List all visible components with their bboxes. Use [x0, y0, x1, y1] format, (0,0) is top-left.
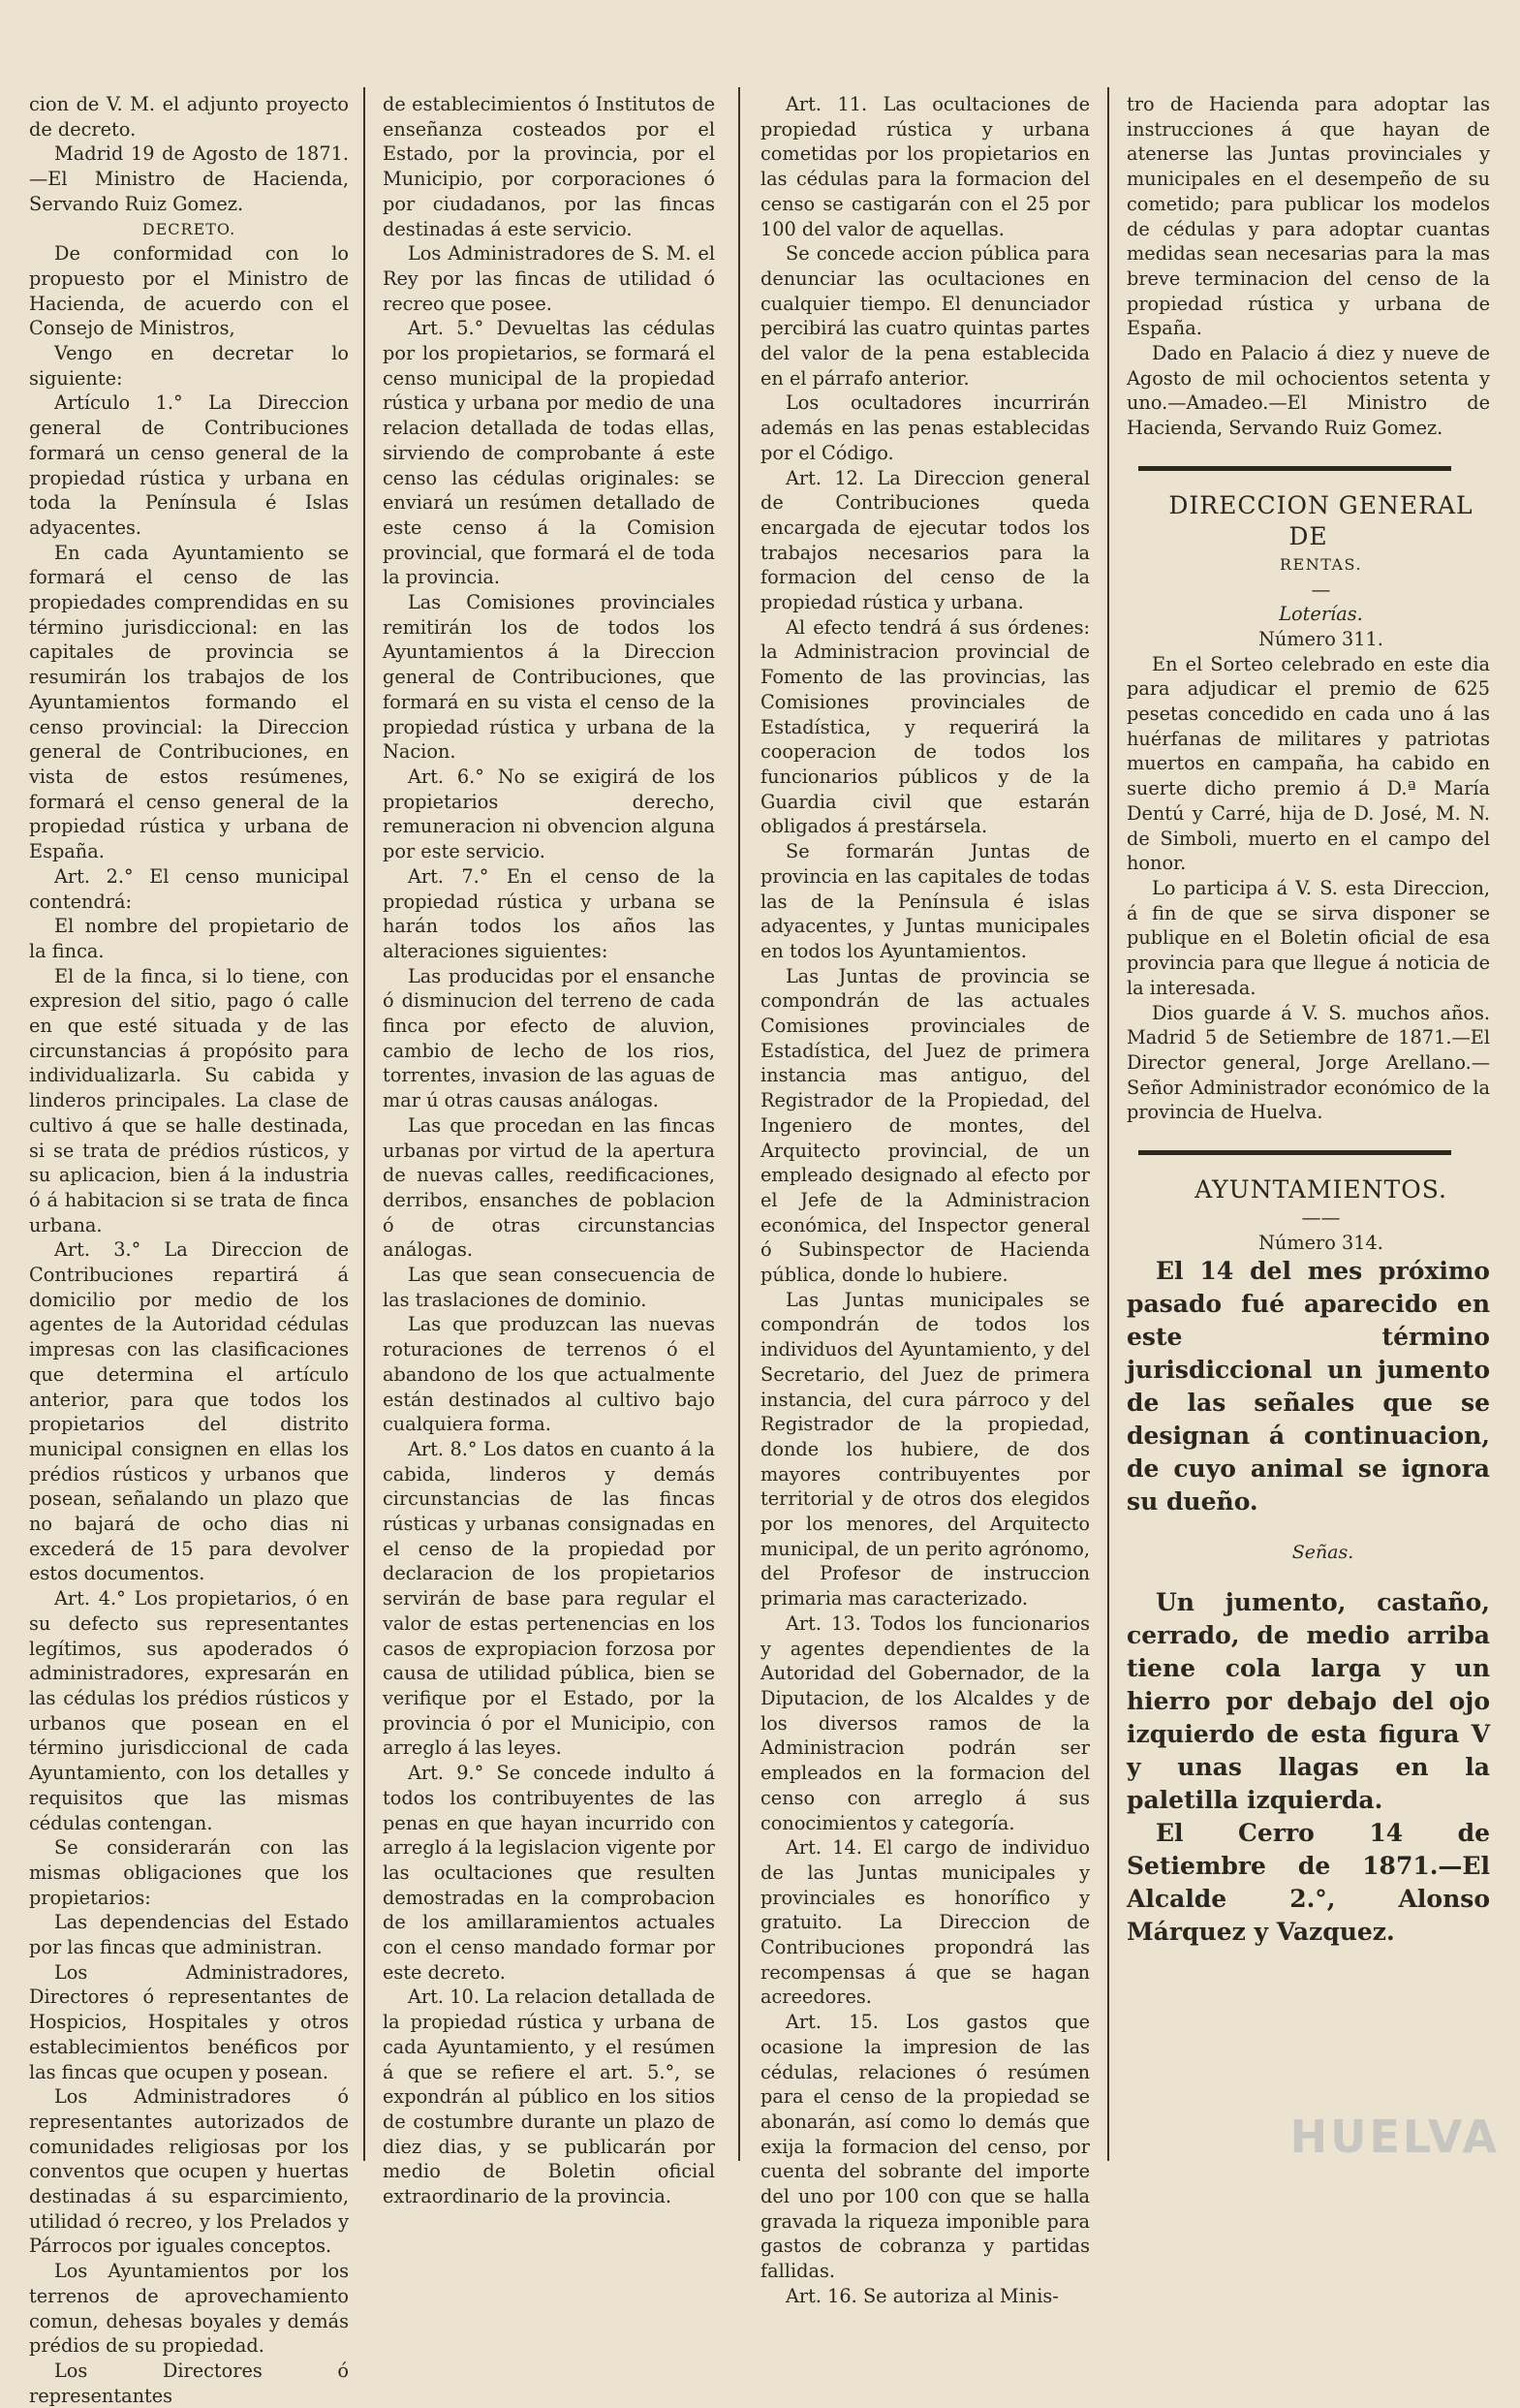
paragraph: Las Juntas de provincia se compondrán de las actuales Comisiones provinciales de Estadística, del Juez de primera instancia mas antiguo, del Registrador de la Propiedad, del Ingeniero de montes, del Arquitecto provincial, de un empleado designado al efecto por el Jefe de la Administracion económica, del Inspector general ó Subinspector de Hacienda pública, donde lo hubiere.: [760, 964, 1090, 1287]
paragraph: Art. 11. Las ocultaciones de propiedad rústica y urbana cometidas por los propietarios en las cédulas para la formacion del censo se castigarán con el 25 por 100 del valor de aquellas.: [760, 93, 1090, 240]
paragraph: de establecimientos ó Institutos de enseñanza costeados por el Estado, por la provincia, por el Municipio, por corporaciones ó por ciudadanos, por las fincas destinadas á este servicio.: [383, 93, 715, 240]
paragraph: Art. 8.° Los datos en cuanto á la cabida, linderos y demás circunstancias de las fincas rústicas y urbanas consignadas en el censo de la propiedad por declaracion de los propietarios servirán de base para regular el valor de estas pertenencias en los casos de expropiacion forzosa por causa de utilidad pública, bien se verifique por el Estado, por la provincia ó por el Municipio, con arreglo á las leyes.: [383, 1437, 715, 1760]
column-2: [383, 92, 715, 2208]
paragraph: Art. 12. La Direccion general de Contribuciones queda encargada de ejecutar todos los trabajos necesarios para la formacion del censo de la propiedad rústica y urbana.: [760, 466, 1090, 614]
paragraph: Se concede accion pública para denunciar las ocultaciones en cualquier tiempo. El denunciador percibirá las cuatro quintas partes del valor de la pena establecida en el párrafo anterior.: [760, 242, 1090, 390]
paragraph: Art. 9.° Se concede indulto á todos los contribuyentes de las penas en que hayan incurrido con arreglo á la legislacion vigente por las ocultaciones que resulten demostradas en la comprobacion de los amillaramientos actuales con el censo mandado formar por este decreto.: [383, 1762, 715, 1984]
paragraph: Las que sean consecuencia de las traslaciones de dominio.: [383, 1264, 715, 1311]
senas-heading: Señas.: [1291, 1542, 1354, 1564]
paragraph: Las que procedan en las fincas urbanas por virtud de la apertura de nuevas calles, reedificaciones, derribos, ensanches de poblacion ó de otras circunstancias análogas.: [383, 1113, 715, 1262]
paragraph: Las producidas por el ensanche ó disminucion del terreno de cada finca por efecto de aluvion, cambio de lecho de los rios, torrentes, invasion de las aguas de mar ú otras causas análogas.: [383, 964, 715, 1112]
paragraph: tro de Hacienda para adoptar las instrucciones á que hayan de atenerse las Juntas provinciales y municipales en el desempeño de su cometido; para publicar los modelos de cédulas y para adoptar cuantas medidas sean necesarias para la mas breve terminacion del censo de la propiedad rústica y urbana de España.: [1127, 93, 1490, 340]
section-subheading: RENTAS.: [1279, 554, 1363, 574]
paragraph: Art. 6.° No se exigirá de los propietarios derecho, remuneracion ni obvencion alguna por este servicio.: [383, 765, 715, 863]
paragraph: Los Directores ó representantes: [29, 2359, 349, 2407]
paragraph: Los Administradores de S. M. el Rey por las fincas de utilidad ó recreo que posee.: [383, 242, 715, 315]
separator-dash: —: [1311, 577, 1331, 601]
loterias-heading: Loterías.: [1279, 603, 1363, 626]
paragraph: Art. 4.° Los propietarios, ó en su defecto sus representantes legítimos, sus apoderados ó administradores, expresarán en las cédulas los prédios rústicos y urbanos que posean en el término jurisdiccional de cada Ayuntamiento, con los detalles y requisitos que las mismas cédulas contengan.: [29, 1587, 349, 1834]
section-rule: [1138, 466, 1451, 471]
paragraph: Las Juntas municipales se compondrán de todos los individuos del Ayuntamiento, y del Secretario, del Juez de primera instancia, del cura párroco y del Registrador de la propiedad, donde los hubiere, de dos mayores contribuyentes por territorial y de otros dos elegidos por los menores, del Arquitecto municipal, de un perito agrónomo, del Profesor de instruccion primaria mas caracterizado.: [760, 1288, 1090, 1611]
column-4: [1127, 92, 1490, 2166]
column-divider-2: [738, 87, 740, 2161]
paragraph: Art. 2.° El censo municipal contendrá:: [29, 864, 349, 913]
notice-body: [1127, 1255, 1490, 1949]
paragraph: Un jumento, castaño, cerrado, de medio arriba tiene cola larga y un hierro por debajo del ojo izquierdo de esta figura V y unas llagas en la paletilla izquierda.: [1127, 1588, 1490, 1815]
library-watermark: HUELVA: [1289, 2111, 1500, 2163]
paragraph: De conformidad con lo propuesto por el Ministro de Hacienda, de acuerdo con el Consejo de Ministros,: [29, 242, 349, 340]
paragraph: Las dependencias del Estado por las fincas que administran.: [29, 1911, 349, 1959]
notice-number: Número 314.: [1258, 1231, 1383, 1254]
paragraph: Se considerarán con las mismas obligaciones que los propietarios:: [29, 1836, 349, 1909]
section-heading-ayuntamientos: AYUNTAMIENTOS.: [1194, 1175, 1447, 1204]
paragraph: Art. 15. Los gastos que ocasione la impresion de las cédulas, relaciones ó resúmen para el censo de la propiedad se abonarán, así como lo demás que exija la formacion del censo, por cuenta del sobrante del importe del uno por 100 con que se halla gravada la riqueza imponible para gastos de cobranza y partidas fallidas.: [760, 2011, 1090, 2283]
column-3: [760, 92, 1090, 2307]
paragraph: En el Sorteo celebrado en este dia para adjudicar el premio de 625 pesetas concedido en cada uno á las huérfanas de militares y patriotas muertos en campaña, ha cabido en suerte dicho premio á D.ª María Dentú y Carré, hija de D. José, M. N. de Simboli, muerto en el campo del honor.: [1127, 652, 1490, 875]
paragraph: El Cerro 14 de Setiembre de 1871.—El Alcalde 2.°, Alonso Márquez y Vazquez.: [1127, 1819, 1490, 1947]
paragraph: Art. 13. Todos los funcionarios y agentes dependientes de la Autoridad del Gobernador, de la Diputacion, de los Alcaldes y de los diversos ramos de la Administracion podrán ser empleados en la formacion del censo con arreglo á sus conocimientos y categoría.: [760, 1611, 1090, 1834]
section-heading-rentas: DIRECCION GENERAL DE: [1168, 490, 1473, 550]
paragraph: Dios guarde á V. S. muchos años. Madrid 5 de Setiembre de 1871.—El Director general, Jorge Arellano.—Señor Administrador económico de la provincia de Huelva.: [1127, 1001, 1490, 1124]
paragraph: Los ocultadores incurrirán además en las penas establecidas por el Código.: [760, 391, 1090, 464]
paragraph: Los Administradores, Directores ó representantes de Hospicios, Hospitales y otros establecimientos benéficos por las fincas que ocupen y posean.: [29, 1960, 349, 2083]
paragraph: Dado en Palacio á diez y nueve de Agosto de mil ochocientos setenta y uno.—Amadeo.—El Ministro de Hacienda, Servando Ruiz Gomez.: [1127, 342, 1490, 440]
paragraph: Las Comisiones provinciales remitirán los de todos los Ayuntamientos á la Direccion general de Contribuciones, que formará en su vista el censo de la propiedad rústica y urbana de la Nacion.: [383, 591, 715, 764]
column-divider-1: [363, 87, 365, 2161]
notice-number: Número 311.: [1258, 627, 1383, 650]
paragraph: Artículo 1.° La Direccion general de Contribuciones formará un censo general de la propiedad rústica y urbana en toda la Península é Islas adyacentes.: [29, 391, 349, 539]
paragraph: Los Administradores ó representantes autorizados de comunidades religiosas por los conventos que ocupen y huertas destinadas á su esparcimiento, utilidad ó recreo, y los Prelados y Párrocos por iguales conceptos.: [29, 2085, 349, 2258]
paragraph: cion de V. M. el adjunto proyecto de decreto.: [29, 93, 349, 141]
paragraph: Madrid 19 de Agosto de 1871.—El Ministro de Hacienda, Servando Ruiz Gomez.: [29, 142, 349, 215]
decree-heading: DECRETO.: [141, 219, 236, 238]
section-rule: [1138, 1150, 1451, 1155]
paragraph: El 14 del mes próximo pasado fué aparecido en este término jurisdiccional un jumento de las señales que se designan á continuacion, de cuyo animal se ignora su dueño.: [1127, 1257, 1490, 1517]
paragraph: Art. 14. El cargo de individuo de las Juntas municipales y provinciales es honorífico y gratuito. La Direccion de Contribuciones propondrá las recompensas á que se hagan acreedores.: [760, 1836, 1090, 2009]
paragraph: El nombre del propietario de la finca.: [29, 915, 349, 962]
paragraph: Art. 7.° En el censo de la propiedad rústica y urbana se harán todos los años las alteraciones siguientes:: [383, 864, 715, 962]
paragraph: En cada Ayuntamiento se formará el censo de las propiedades comprendidas en su término jurisdiccional: en las capitales de provincia se resumirán los trabajos de los Ayuntamientos formando el censo provincial: la Direccion general de Contribuciones, en vista de estos resúmenes, formará el censo general de la propiedad rústica y urbana de España.: [29, 541, 349, 863]
paragraph: Art. 10. La relacion detallada de la propiedad rústica y urbana de cada Ayuntamiento, y el resúmen á que se refiere el art. 5.°, se expondrán al público en los sitios de costumbre durante un plazo de diez dias, y se publicarán por medio de Boletin oficial extraordinario de la provincia.: [383, 1986, 715, 2208]
paragraph: Las que produzcan las nuevas roturaciones de terrenos ó el abandono de los que actualmente están destinados al cultivo bajo cualquiera forma.: [383, 1313, 715, 1436]
paragraph: Vengo en decretar lo siguiente:: [29, 342, 349, 390]
paragraph: Art. 16. Se autoriza al Minis-: [786, 2284, 1059, 2307]
separator-dash: ——: [1301, 1205, 1341, 1230]
paragraph: Los Ayuntamientos por los terrenos de aprovechamiento comun, dehesas boyales y demás prédios de su propiedad.: [29, 2260, 349, 2358]
paragraph: Se formarán Juntas de provincia en las capitales de todas las de la Península é islas adyacentes, y Juntas municipales en todos los Ayuntamientos.: [760, 840, 1090, 962]
paragraph: Art. 5.° Devueltas las cédulas por los propietarios, se formará el censo municipal de la propiedad rústica y urbana por medio de una relacion detallada de todas ellas, sirviendo de comprobante á este censo las cédulas originales: se enviará un resúmen detallado de este censo á la Comision provincial, que formará el de toda la provincia.: [383, 317, 715, 589]
paragraph: Art. 3.° La Direccion de Contribuciones repartirá á domicilio por medio de los agentes de la Autoridad cédulas impresas con las clasificaciones que determina el artículo anterior, para que todos los propietarios del distrito municipal consignen en ellas los prédios rústicos y urbanos que posean, señalando un plazo que no bajará de ocho dias ni excederá de 15 para devolver estos documentos.: [29, 1238, 349, 1585]
column-divider-3: [1107, 87, 1109, 2161]
paragraph: El de la finca, si lo tiene, con expresion del sitio, pago ó calle en que esté situada y de las circunstancias á propósito para individualizarla. Su cabida y linderos principales. La clase de cultivo á que se halle destinada, si se trata de prédios rústicos, y su aplicacion, bien á la industria ó á habitacion si se trata de finca urbana.: [29, 964, 349, 1236]
paragraph: Al efecto tendrá á sus órdenes: la Administracion provincial de Fomento de las provincias, las Comisiones provinciales de Estadística, y requerirá la cooperacion de todos los funcionarios públicos y de la Guardia civil que estarán obligados á prestársela.: [760, 615, 1090, 838]
column-1: [29, 92, 349, 2407]
paragraph: Lo participa á V. S. esta Direccion, á fin de que se sirva disponer se publique en el Boletin oficial de esa provincia para que llegue á noticia de la interesada.: [1127, 876, 1490, 999]
